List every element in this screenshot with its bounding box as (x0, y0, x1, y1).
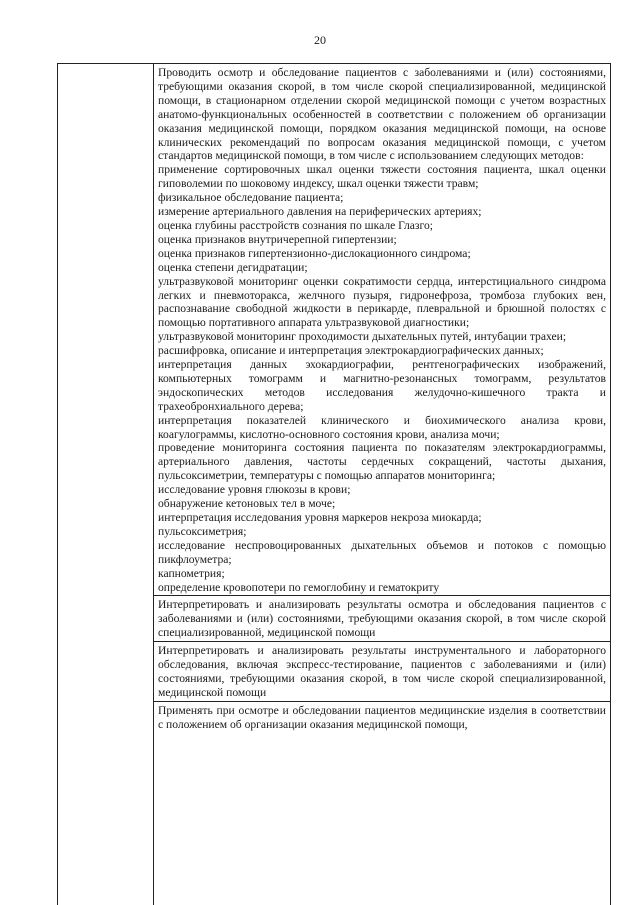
method-item: определение кровопотери по гемоглобину и гематокриту (158, 580, 440, 594)
examination-intro: Проводить осмотр и обследование пациентов с заболеваниями и (или) состояниями, требующими оказания скорой, в том числе скорой специализированной, медицинской помощи, в стационарном отделении скорой медицинской помощи с учетом возрастных анатомо-функциональных особенностей в соответствии с положением об организации оказания медицинской помощи, порядком оказания медицинской помощи, на основе клинических рекомендаций по вопросам оказания медицинской помощи, с учетом стандартов медицинской помощи, в том числе с использованием следующих методов: (158, 66, 606, 163)
method-item: интерпретация данных эхокардиографии, рентгенографических изображений, компьютерных томограмм и магнитно-резонансных томограмм, результатов эндоскопических методов исследования желудочно-кишечного тракта и трахеобронхиального дерева; (158, 358, 606, 413)
method-item: применение сортировочных шкал оценки тяжести состояния пациента, шкал оценки гиповолемии по шоковому индексу, шкал оценки тяжести травм; (158, 163, 606, 191)
method-item: обнаружение кетоновых тел в моче; (158, 497, 336, 511)
competency-table (57, 63, 611, 905)
method-item: оценка степени дегидратации; (158, 260, 308, 274)
method-item: ультразвуковой мониторинг оценки сократимости сердца, интерстициального синдрома легких и пневмоторакса, желчного пузыря, гидронефроза, тромбоза глубоких вен, распознавание свободной жидкости в перикарде, плевральной и брюшной полостях с помощью портативного аппарата ультразвуковой диагностики; (158, 274, 606, 330)
method-item: пульсоксиметрия; (158, 524, 247, 538)
method-item: оценка признаков гипертензионно-дислокационного синдрома; (158, 246, 471, 260)
interpret-lab-text: Интерпретировать и анализировать результаты инструментального и лабораторного обследования, включая экспресс-тестирование, пациентов с заболеваниями и (или) состояниями, требующими оказания скорой, в том числе скорой специализированной, медицинской помощи (158, 644, 606, 699)
table-row-medical-devices (154, 702, 610, 733)
interpret-exam-text: Интерпретировать и анализировать результаты осмотра и обследования пациентов с заболеваниями и (или) состояниями, требующими оказания скорой, в том числе скорой специализированной, медицинской помощи (158, 598, 606, 640)
method-item: исследование неспровоцированных дыхательных объемов и потоков с помощью пикфлоуметра; (158, 538, 606, 566)
method-item: проведение мониторинга состояния пациента по показателям электрокардиограммы, артериального давления, частоты сердечных сокращений, частоты дыхания, пульсоксиметрии, температуры с помощью аппаратов мониторинга; (158, 441, 606, 483)
table-row-interpret-lab (154, 642, 610, 702)
method-item: оценка признаков внутричерепной гипертензии; (158, 232, 397, 246)
method-item: оценка глубины расстройств сознания по шкале Глазго; (158, 218, 433, 232)
method-item: интерпретация исследования уровня маркеров некроза миокарда; (158, 511, 482, 524)
method-item: расшифровка, описание и интерпретация электрокардиографических данных; (158, 344, 544, 358)
medical-devices-text: Применять при осмотре и обследовании пациентов медицинские изделия в соответствии с положением об организации оказания медицинской помощи, (158, 703, 606, 731)
page-number: 20 (314, 33, 326, 47)
method-item: интерпретация показателей клинического и биохимического анализа крови, коагулограммы, кислотно-основного состояния крови, анализа мочи; (158, 413, 606, 441)
table-row-interpret-exam (154, 596, 610, 642)
table-right-column (154, 64, 610, 905)
table-row-examination-methods (154, 64, 610, 596)
method-item: капнометрия; (158, 566, 225, 580)
method-item: измерение артериального давления на периферических артериях; (158, 205, 482, 219)
method-item: физикальное обследование пациента; (158, 191, 344, 205)
method-item: исследование уровня глюкозы в крови; (158, 483, 351, 497)
method-item: ультразвуковой мониторинг проходимости дыхательных путей, интубации трахеи; (158, 330, 567, 344)
table-left-column (58, 64, 154, 905)
